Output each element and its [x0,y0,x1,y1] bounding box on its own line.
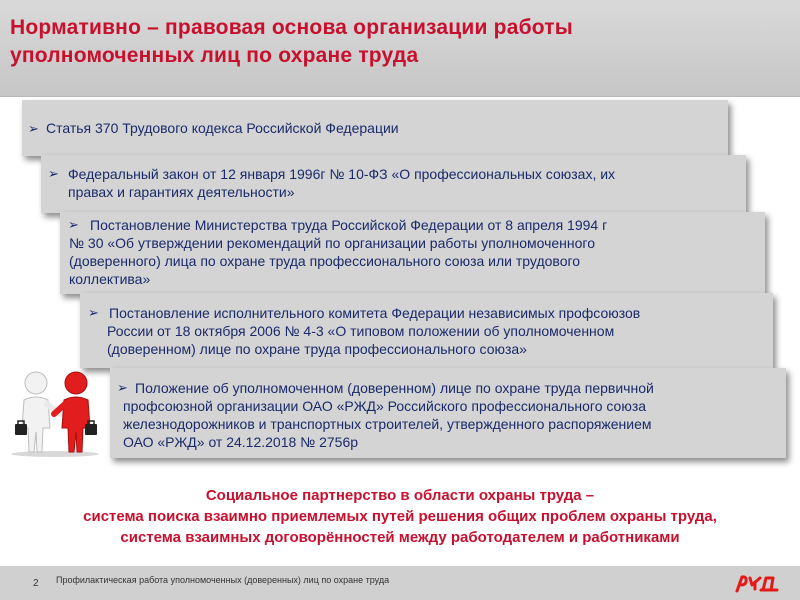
slide-title-line2: уполномоченных лиц по охране труда [10,44,419,67]
list-item-text: № 30 «Об утверждении рекомендаций по организации работы уполномоченного [69,235,596,251]
list-item-text: ОАО «РЖД» от 24.12.2018 № 2756р [123,434,359,450]
partnership-line3: система взаимных договорённостей между работодателем и работниками [120,529,680,546]
arrow-bullet-icon: ➢ [68,217,79,232]
list-item-text: профсоюзной организации ОАО «РЖД» Российского профессионального союза [123,398,647,414]
list-item-text: Статья 370 Трудового кодекса Российской Федерации [46,120,399,136]
arrow-bullet-icon: ➢ [48,166,59,181]
rzd-logo-icon [733,573,781,593]
list-item-text: железнодорожников и транспортных строителей, утвержденного распоряжением [123,416,652,432]
list-item-text: правах и гарантиях деятельности» [68,184,295,200]
social-partnership-statement [0,485,800,548]
list-item-text: Постановление исполнительного комитета Федерации независимых профсоюзов [109,305,641,321]
list-item-text: коллектива» [69,271,151,287]
arrow-bullet-icon: ➢ [88,305,99,320]
list-item-article-370 [22,100,728,156]
partnership-line1: Социальное партнерство в области охраны труда – [205,487,595,504]
list-item-text: России от 18 октября 2006 № 4-3 «О типовом положении об уполномоченном [107,323,615,339]
slide-header [0,0,800,97]
list-item-text: Федеральный закон от 12 января 1996г № 10-ФЗ «О профессиональных союзах, их [68,166,616,182]
list-item-fnpr-resolution [80,293,773,368]
list-item-federal-law [41,155,746,213]
list-item-text: (доверенного) лица по охране труда профессионального союза или трудового [69,253,581,269]
partnership-line2: система поиска взаимно приемлемых путей решения общих проблем охраны труда, [83,508,717,525]
footer-caption: Профилактическая работа уполномоченных (доверенных) лиц по охране труда [56,575,390,585]
list-item-text: Положение об уполномоченном (доверенном) лице по охране труда первичной [135,380,654,396]
arrow-bullet-icon: ➢ [117,380,128,395]
slide-title-line1: Нормативно – правовая основа организации работы [10,16,573,39]
list-item-mintrud-resolution [60,212,765,294]
list-item-rzd-regulation [110,368,786,458]
list-item-text: Постановление Министерства труда Российской Федерации от 8 апреля 1994 г [90,217,608,233]
list-item-text: (доверенном) лице по охране труда профессионального союза» [107,341,527,357]
slide-title [10,14,770,70]
handshake-figures-icon [6,370,104,458]
page-number: 2 [33,578,39,589]
arrow-bullet-icon: ➢ [28,121,39,136]
